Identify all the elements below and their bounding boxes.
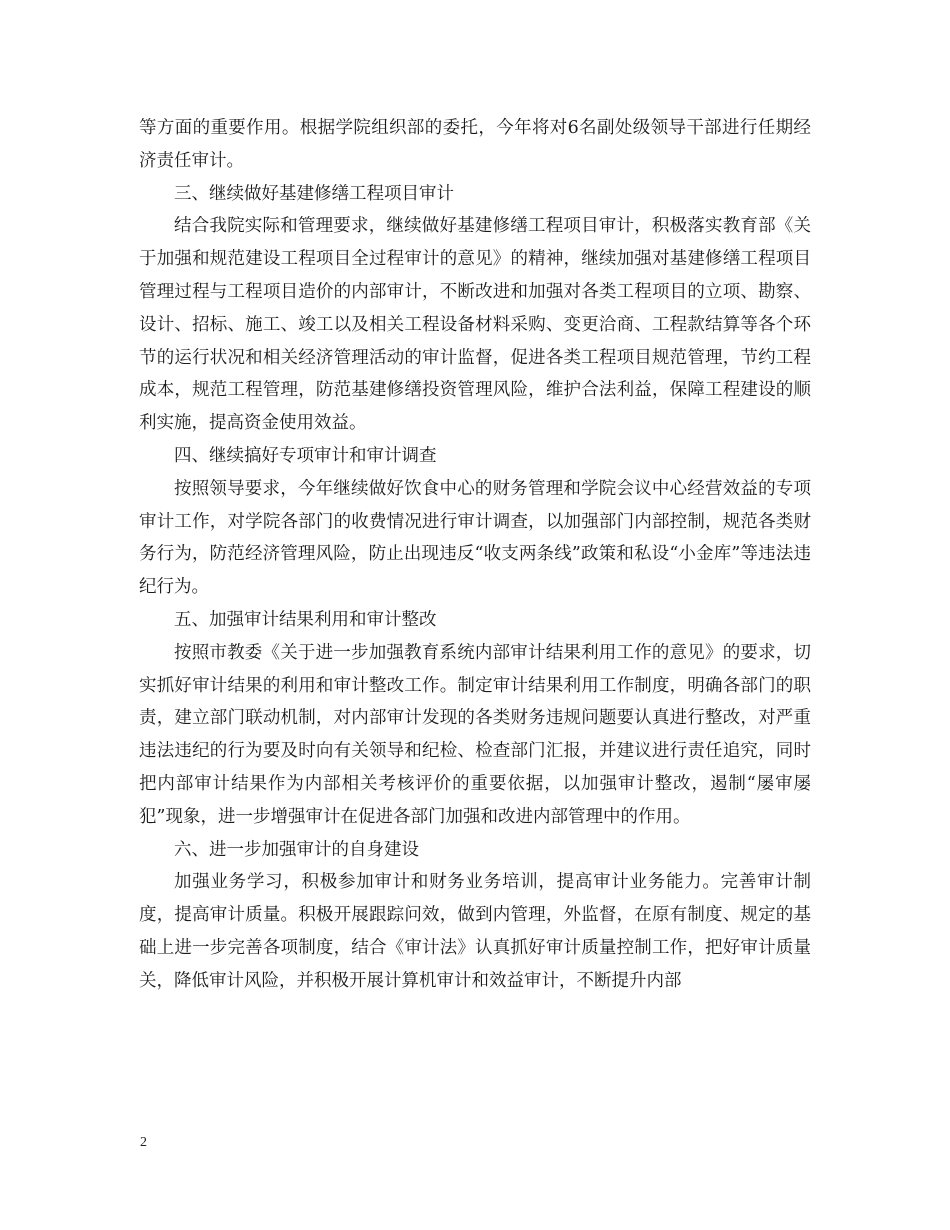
paragraph-construction-audit: 结合我院实际和管理要求，继续做好基建修缮工程项目审计，积极落实教育部《关于加强和规范建设工程项目全过程审计的意见》的精神，继续加强对基建修缮工程项目管理过程与工程项目造价的内部审计，不断改进和加强对各类工程项目的立项、勘察、设计、招标、施工、竣工以及相关工程设备材料采购、变更洽商、工程款结算等各个环节的运行状况和相关经济管理活动的审计监督，促进各类工程项目规范管理，节约工程成本，规范工程管理，防范基建修缮投资管理风险，维护合法利益，保障工程建设的顺利实施，提高资金使用效益。 (139, 216, 811, 434)
page-number: 2 (140, 1135, 147, 1150)
section-heading-5: 五、加强审计结果利用和审计整改 (174, 609, 437, 630)
paragraph-continuation: 等方面的重要作用。根据学院组织部的委托，今年将对6名副处级领导干部进行任期经济责任审计。 (139, 118, 811, 171)
document-body (139, 112, 811, 998)
section-heading-4: 四、继续搞好专项审计和审计调查 (174, 445, 437, 466)
paragraph-audit-results: 按照市教委《关于进一步加强教育系统内部审计结果利用工作的意见》的要求，切实抓好审计结果的利用和审计整改工作。制定审计结果利用工作制度，明确各部门的职责，建立部门联动机制，对内部审计发现的各类财务违规问题要认真进行整改，对严重违法违纪的行为要及时向有关领导和纪检、检查部门汇报，并建议进行责任追究，同时把内部审计结果作为内部相关考核评价的重要依据，以加强审计整改，遏制“屡审屡犯”现象，进一步增强审计在促进各部门加强和改进内部管理中的作用。 (139, 642, 811, 827)
paragraph-special-audit: 按照领导要求，今年继续做好饮食中心的财务管理和学院会议中心经营效益的专项审计工作，对学院各部门的收费情况进行审计调查，以加强部门内部控制，规范各类财务行为，防范经济管理风险，防止出现违反“收支两条线”政策和私设“小金库”等违法违纪行为。 (139, 478, 811, 598)
paragraph-self-construction: 加强业务学习，积极参加审计和财务业务培训，提高审计业务能力。完善审计制度，提高审计质量。积极开展跟踪问效，做到内管理，外监督，在原有制度、规定的基础上进一步完善各项制度，结合《审计法》认真抓好审计质量控制工作，把好审计质量关，降低审计风险，并积极开展计算机审计和效益审计，不断提升内部 (139, 872, 811, 991)
section-heading-6: 六、进一步加强审计的自身建设 (174, 839, 419, 860)
section-heading-3: 三、继续做好基建修缮工程项目审计 (174, 183, 454, 204)
